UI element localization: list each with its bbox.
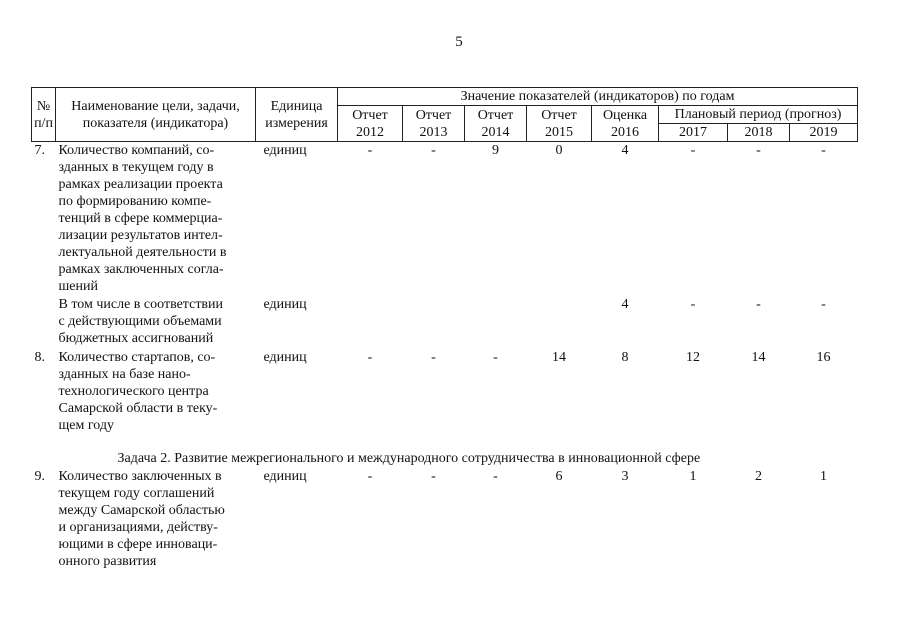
value-2017: - (690, 297, 696, 312)
value-2013: - (431, 350, 436, 365)
header-col-2016 (592, 106, 659, 142)
row-name-line: лектуальной деятельности в (58, 245, 227, 260)
header-col-2012 (338, 106, 403, 142)
value-2012: - (367, 350, 373, 365)
row-unit: единиц (263, 143, 307, 158)
row-name-line: В том числе в соответствии (58, 297, 224, 312)
row-unit: единиц (263, 469, 307, 484)
value-2018: - (756, 297, 761, 312)
header-unit-line2: измерения (265, 115, 328, 131)
row-name-line: тенций в сфере коммерциа- (58, 211, 223, 226)
value-2018: - (756, 143, 761, 158)
table-row (32, 347, 858, 434)
row-name-line: с действующими объемами (58, 314, 222, 329)
header-col-2015 (527, 106, 592, 142)
header-name-line2: показателя (индикатора) (82, 115, 229, 131)
row-name-line: технологического центра (58, 384, 209, 399)
header-plan-2017: 2017 (659, 124, 728, 142)
value-2012 (338, 295, 403, 347)
value-2014: - (493, 469, 498, 484)
table-row (32, 142, 858, 296)
row-name-line: бюджетных ассигнований (58, 331, 214, 346)
header-col-2014 (465, 106, 527, 142)
row-name (56, 468, 256, 570)
table-header (32, 88, 858, 142)
row-name (56, 142, 256, 296)
row-unit: единиц (263, 350, 307, 365)
value-2014: 9 (492, 143, 499, 158)
value-2017: 1 (689, 469, 697, 484)
value-2013 (403, 295, 465, 347)
header-unit-line1: Единица (270, 98, 323, 114)
row-name-line: лизации результатов интел- (58, 228, 223, 243)
table-row (32, 468, 858, 570)
header-num (32, 88, 56, 142)
value-2016: 8 (621, 350, 629, 365)
row-num: 9. (34, 469, 45, 484)
row-name-line: шений (58, 279, 98, 294)
value-2018: 2 (755, 469, 762, 484)
header-values-group: Значение показателей (индикаторов) по годам (338, 88, 858, 106)
row-num: 8. (34, 350, 45, 365)
row-name-line: Количество заключенных в (58, 469, 222, 484)
value-2019: - (821, 143, 826, 158)
value-2015: 0 (555, 143, 563, 158)
header-col-year: 2015 (545, 124, 573, 140)
header-unit (256, 88, 338, 142)
row-name-line: текущем году соглашений (58, 486, 215, 501)
header-col-label: Отчет (352, 107, 388, 123)
header-col-label: Отчет (415, 107, 452, 123)
value-2016: 4 (621, 143, 629, 158)
header-col-label: Оценка (602, 107, 648, 123)
row-name-line: по формированию компе- (58, 194, 212, 209)
row-name-line: онного развития (58, 554, 157, 569)
header-col-year: 2016 (611, 124, 639, 140)
header-col-year: 2014 (481, 124, 510, 140)
row-name-line: и организациями, действу- (58, 520, 218, 535)
header-plan-2019: 2019 (790, 124, 858, 142)
row-name-line: Количество стартапов, со- (58, 350, 216, 365)
header-col-2013 (403, 106, 465, 142)
value-2014: - (493, 350, 498, 365)
value-2016: 3 (621, 469, 629, 484)
header-plan-2018: 2018 (728, 124, 790, 142)
row-name-line: рамках реализации проекта (58, 177, 223, 192)
value-2014 (465, 295, 527, 347)
row-name (56, 295, 256, 347)
task-row (32, 434, 858, 468)
row-name-line: зданных в текущем году в (58, 160, 214, 175)
value-2017: - (690, 143, 696, 158)
value-2019: - (821, 297, 826, 312)
task-heading: Задача 2. Развитие межрегионального и международного сотрудничества в инновационной сфере (117, 451, 701, 466)
header-col-year: 2012 (356, 124, 384, 140)
header-plan-period: Плановый период (прогноз) (659, 106, 858, 124)
header-col-year: 2013 (419, 124, 448, 140)
row-name-line: Самарской области в теку- (58, 401, 218, 416)
table-body (32, 142, 858, 571)
row-num (32, 295, 56, 347)
value-2019: 1 (820, 469, 828, 484)
value-2013: - (431, 143, 436, 158)
header-name-line1: Наименование цели, задачи, (71, 98, 240, 114)
row-name-line: Количество компаний, со- (58, 143, 215, 158)
row-unit: единиц (263, 297, 307, 312)
header-col-label: Отчет (541, 107, 577, 123)
row-num: 7. (34, 143, 45, 158)
page-number: 5 (455, 34, 463, 50)
indicators-table (31, 87, 858, 570)
header-num-line1: № (36, 98, 51, 114)
value-2016: 4 (621, 297, 629, 312)
row-name-line: между Самарской областью (58, 503, 225, 518)
header-col-label: Отчет (477, 107, 514, 123)
row-name-line: щем году (58, 418, 114, 433)
value-2017: 12 (686, 350, 700, 365)
value-2015: 14 (552, 350, 566, 365)
header-num-line2: п/п (34, 115, 53, 131)
value-2012: - (367, 469, 373, 484)
header-name (56, 88, 256, 142)
value-2018: 14 (751, 350, 766, 365)
value-2012: - (367, 143, 373, 158)
row-name-line: зданных на базе нано- (58, 367, 191, 382)
row-name-line: ющими в сфере инноваци- (58, 537, 218, 552)
value-2019: 16 (816, 350, 831, 365)
value-2015: 6 (555, 469, 563, 484)
row-name-line: рамках заключенных согла- (58, 262, 224, 277)
value-2013: - (431, 469, 436, 484)
table-row (32, 295, 858, 347)
row-name (56, 347, 256, 434)
value-2015 (527, 295, 592, 347)
